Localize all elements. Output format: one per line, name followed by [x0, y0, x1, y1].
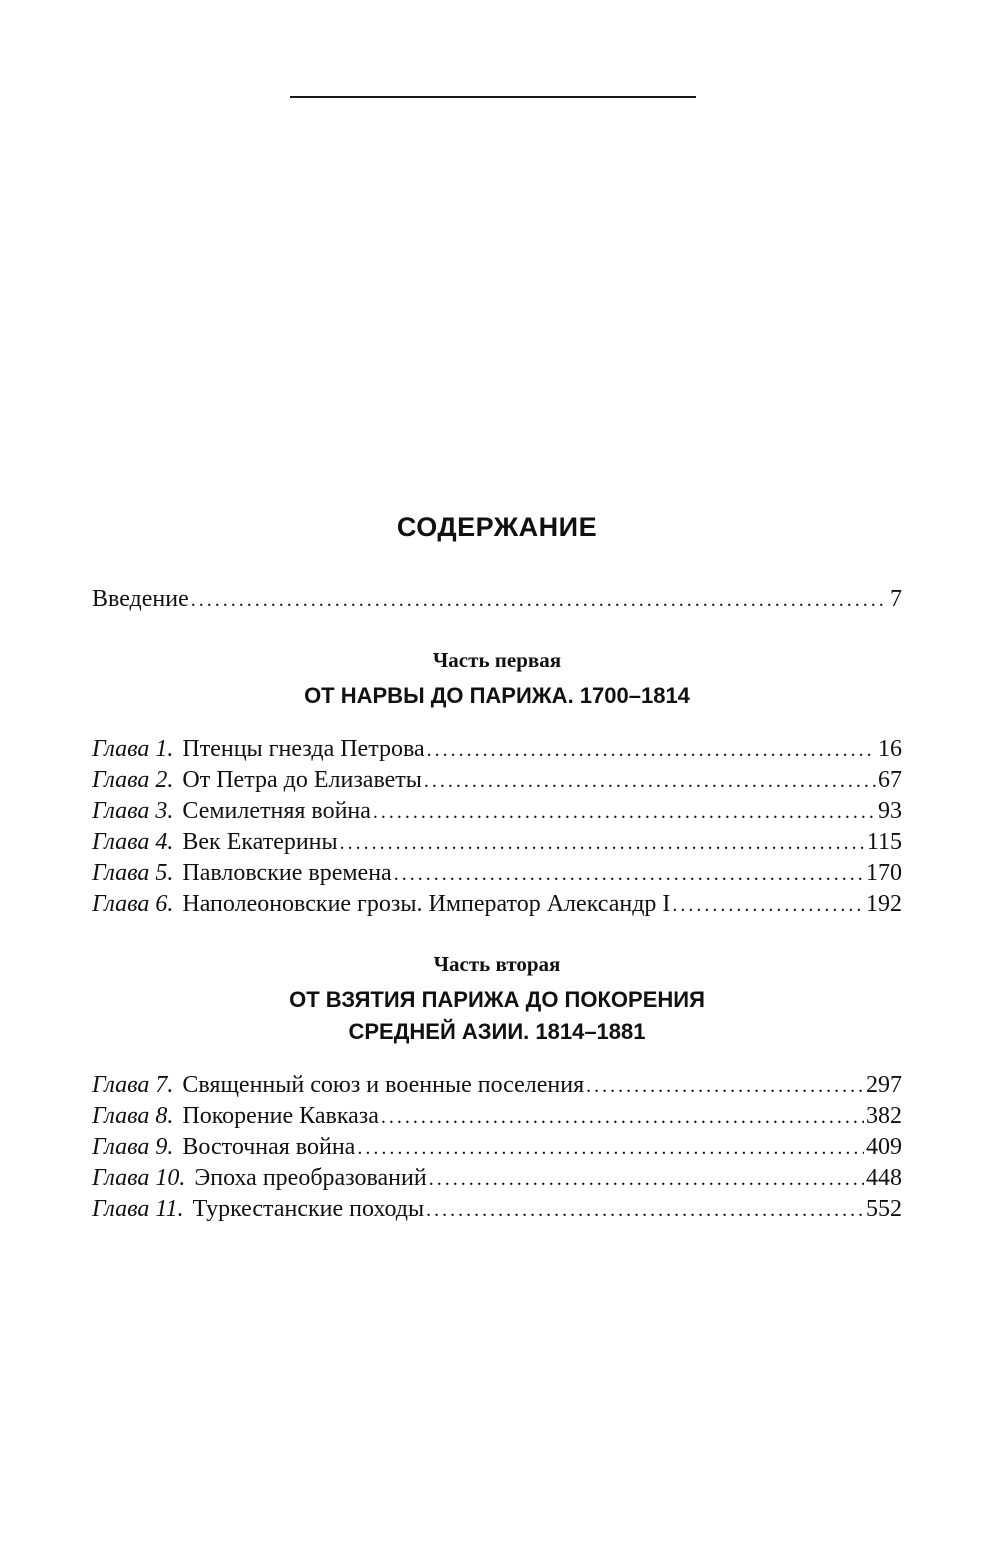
entry-title: Эпоха преобразований: [194, 1165, 427, 1191]
part-title-line: СРЕДНЕЙ АЗИИ. 1814–1881: [348, 1019, 646, 1044]
chapter-number: Глава 2.: [92, 767, 174, 793]
dot-leader: [381, 1102, 864, 1132]
entry-page: 552: [866, 1196, 902, 1222]
toc-entry-chapter-8[interactable]: [92, 1101, 902, 1132]
entry-title: Введение: [92, 586, 189, 612]
dot-leader: [394, 859, 864, 889]
dot-leader: [357, 1133, 864, 1163]
chapter-number: Глава 11.: [92, 1196, 184, 1222]
entry-title: Восточная война: [182, 1134, 356, 1160]
entry-page: 192: [866, 891, 902, 917]
dot-leader: [429, 1164, 864, 1194]
entry-page: 170: [866, 860, 902, 886]
chapter-number: Глава 4.: [92, 829, 174, 855]
part-label: Часть первая: [432, 648, 562, 672]
chapter-number: Глава 10.: [92, 1165, 186, 1191]
dot-leader: [373, 797, 876, 827]
entry-title: Священный союз и военные поселения: [182, 1072, 585, 1098]
entry-title: Птенцы гнезда Петрова: [182, 736, 425, 762]
dot-leader: [424, 766, 876, 796]
chapter-number: Глава 3.: [92, 798, 174, 824]
entry-title: От Петра до Елизаветы: [182, 767, 422, 793]
entry-page: 409: [866, 1134, 902, 1160]
dot-leader: [427, 735, 876, 765]
part-title: [92, 984, 902, 1048]
entry-title: Туркестанские походы: [192, 1196, 425, 1222]
dot-leader: [672, 890, 864, 920]
dot-leader: [191, 585, 888, 615]
entry-title: Век Екатерины: [182, 829, 338, 855]
part-label: Часть вторая: [433, 952, 561, 976]
entry-page: 67: [878, 767, 902, 793]
part-title-line: ОТ ВЗЯТИЯ ПАРИЖА ДО ПОКОРЕНИЯ: [289, 987, 705, 1012]
entry-title: Семилетняя война: [182, 798, 371, 824]
chapter-number: Глава 1.: [92, 736, 174, 762]
entry-page: 16: [878, 736, 902, 762]
chapter-number: Глава 9.: [92, 1134, 174, 1160]
entry-page: 7: [890, 586, 902, 612]
entry-title: Покорение Кавказа: [182, 1103, 379, 1129]
top-divider: [290, 96, 696, 98]
dot-leader: [426, 1195, 864, 1225]
part-title: [92, 680, 902, 712]
entry-title: Наполеоновские грозы. Император Александр I: [182, 891, 671, 917]
dot-leader: [340, 828, 865, 858]
toc-entry-chapter-6[interactable]: [92, 889, 902, 920]
toc-entry-intro[interactable]: [92, 584, 902, 615]
entry-page: 93: [878, 798, 902, 824]
chapter-number: Глава 8.: [92, 1103, 174, 1129]
toc-entry-chapter-4[interactable]: [92, 827, 902, 858]
toc-entry-chapter-2[interactable]: [92, 765, 902, 796]
entry-page: 382: [866, 1103, 902, 1129]
entry-page: 115: [866, 829, 902, 855]
entry-page: 297: [866, 1072, 902, 1098]
toc-entry-chapter-3[interactable]: [92, 796, 902, 827]
entry-title: Павловские времена: [182, 860, 392, 886]
entry-page: 448: [866, 1165, 902, 1191]
part-title-line: ОТ НАРВЫ ДО ПАРИЖА. 1700–1814: [304, 683, 690, 708]
toc-entry-chapter-7[interactable]: [92, 1070, 902, 1101]
chapter-number: Глава 5.: [92, 860, 174, 886]
toc-entry-chapter-1[interactable]: [92, 734, 902, 765]
dot-leader: [586, 1071, 864, 1101]
toc-entry-chapter-9[interactable]: [92, 1132, 902, 1163]
toc-entry-chapter-5[interactable]: [92, 858, 902, 889]
chapter-number: Глава 6.: [92, 891, 174, 917]
toc-entry-chapter-11[interactable]: [92, 1194, 902, 1225]
chapter-number: Глава 7.: [92, 1072, 174, 1098]
page-title: СОДЕРЖАНИЕ: [396, 512, 598, 542]
toc-entry-chapter-10[interactable]: [92, 1163, 902, 1194]
